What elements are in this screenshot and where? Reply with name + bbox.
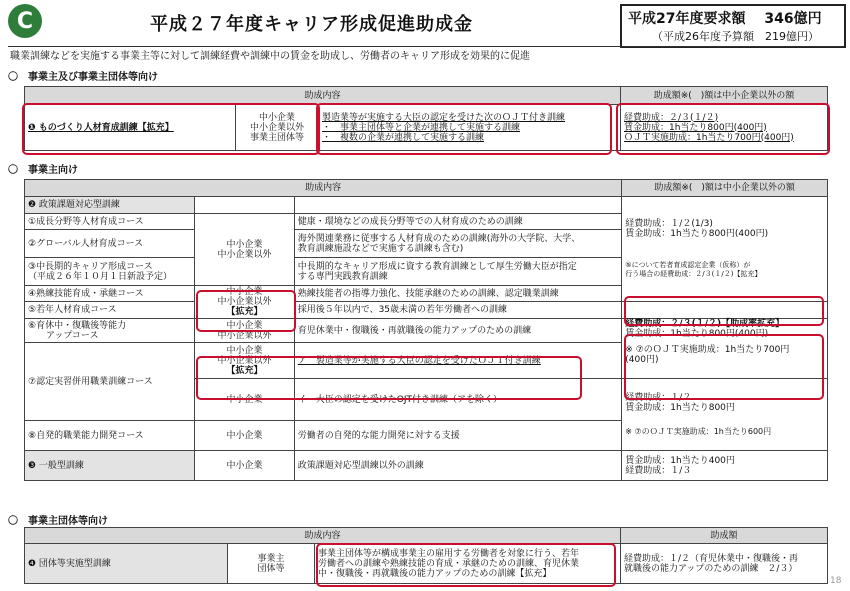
highlight-box (316, 543, 616, 587)
note-line: ⑤について若者育成認定企業（仮称）が (625, 261, 751, 269)
content-line: 中長期的なキャリア形成に資する教育訓練として厚生労働大臣が指定 (297, 261, 577, 272)
content-general: 政策課題対応型訓練以外の訓練 (294, 451, 622, 481)
content-line: 製造業等が実施する大臣の認定を受けた次のＯＪＴ付き訓練 (322, 112, 566, 123)
course-1: ①成長分野等人材育成コース (25, 214, 195, 230)
section1-header-content: 助成内容 (25, 87, 621, 105)
content-line: 労働者への訓練や熟練技能の育成・承継のための訓練、育児休業 (318, 558, 580, 569)
section2-header-content: 助成内容 (25, 180, 622, 197)
target-line: 中小企業 (226, 345, 263, 356)
content-line: 中・復職後・再就職後の能力アップのための訓練【拡充】 (318, 568, 552, 579)
target-line: 中小企業以外 (217, 330, 272, 341)
section1-heading: 〇 事業主及び事業主団体等向け (8, 72, 158, 83)
section3-header-content: 助成内容 (25, 528, 621, 544)
amount-line: 賃金助成：1h当たり800円(400円) (624, 122, 767, 133)
highlight-box (22, 103, 320, 155)
content-line: ・ 事業主団体等と企業が連携して実施する訓練 (322, 122, 521, 133)
content-line: 教育訓練施設などで実施する訓練も含む) (297, 243, 464, 254)
intro-text: 職業訓練などを実施する事業主等に対して訓練経費や訓練中の賃金を助成し、労働者のキャリア形成を効果的に促進 (10, 51, 530, 62)
target-general: 中小企業 (195, 451, 295, 481)
section1-row-name: ❶ ものづくり人材育成訓練【拡充】 (25, 105, 236, 151)
section2-heading: 〇 事業主向け (8, 165, 78, 176)
target-line: 団体等 (257, 563, 285, 574)
general-training: ❸ 一般型訓練 (25, 451, 195, 481)
target-line: 【拡充】 (226, 307, 263, 317)
amount-line: 経費助成：１/２（育児休業中・復職後・再 (624, 553, 799, 564)
highlight-box (624, 296, 824, 326)
amount-line: 賃金助成：1h当たり800円(400円) (625, 229, 769, 239)
target-line: 【拡充】 (226, 365, 263, 376)
course-4: ④熟練技能育成・承継コース (25, 286, 195, 302)
amount-line: 賃金助成：1h当たり800円 (625, 402, 735, 413)
page-number: 18 (830, 576, 842, 586)
course-6: ⑥育休中・復職後等能力 (28, 320, 127, 331)
content-7b: イ 大臣の認定を受けたOJT付き訓練（アを除く） (294, 379, 622, 421)
page-title: 平成２７年度キャリア形成促進助成金 (150, 14, 473, 35)
amount-line: (400円) (625, 355, 659, 365)
amount-line: 就職後の能力アップのための訓練 ２/３） (624, 563, 798, 574)
amount-line: 経費助成：１/２ (625, 392, 692, 403)
target-line: 中小企業以外 (249, 122, 304, 133)
section3-row-name: ❹ 団体等実施型訓練 (25, 544, 228, 584)
course-6-b: アップコース (28, 330, 99, 341)
budget-box (620, 4, 846, 48)
budget-previous: （平成26年度予算額 219億円） (652, 30, 819, 43)
section1-header-amount: 助成額※( )額は中小企業以外の額 (621, 87, 828, 105)
highlight-box (196, 356, 582, 400)
amount-line: ＯＪＴ実施助成：1h当たり700円(400円) (624, 132, 794, 143)
amount-note: ※ ⑦のＯＪＴ実施助成：1h当たり600円 (625, 426, 772, 436)
target-line: 中小企業以外 (217, 249, 272, 260)
content-1: 健康・環境などの成長分野等での人材育成のための訓練 (294, 214, 622, 230)
section-logo: C (8, 4, 42, 38)
amount-line: 賃金助成：1h当たり800円(400円) (625, 329, 769, 339)
divider (8, 46, 842, 47)
target-line: 中小企業以外 (217, 297, 272, 307)
amount-line: 経費助成：２/３(１/２) (624, 112, 719, 123)
content-line: する専門実践教育訓練 (297, 271, 388, 282)
note-line: 行う場合の経費助成：２/３(１/２)【拡充】 (625, 270, 762, 278)
content-5: 採用後５年以内で、35歳未満の若年労働者への訓練 (294, 302, 622, 319)
target-line: 中小企業以外 (217, 355, 272, 366)
amount-line: ※ ⑦のＯＪＴ実施助成：1h当たり700円 (625, 345, 790, 355)
content-6: 育児休業中・復職後・再就職後の能力アップのための訓練 (294, 319, 622, 343)
highlight-box (316, 103, 612, 155)
section2-header-amount: 助成額※( )額は中小企業以外の額 (622, 180, 828, 197)
content-4: 熟練技能者の指導力強化、技能承継のための訓練、認定職業訓練 (294, 286, 622, 302)
course-3: ③中長期的キャリア形成コース (28, 261, 153, 272)
content-line: ・ 複数の企業が連携して実施する訓練 (322, 132, 485, 143)
course-2: ②グローバル人材育成コース (25, 230, 195, 258)
highlight-box (616, 103, 830, 155)
target-7b: 中小企業 (195, 379, 295, 421)
section2-table (24, 179, 828, 481)
target-line: 中小企業 (258, 112, 295, 123)
content-line: 事業主団体等が構成事業主の雇用する労働者を対象に行う、若年 (318, 548, 580, 559)
group-title: ❷ 政策課題対応型訓練 (25, 197, 195, 214)
content-7a: ア 製造業等が実施する大臣の認定を受けたＯＪＴ付き訓練 (294, 343, 622, 379)
budget-request: 平成27年度要求額 346億円 (628, 11, 822, 27)
content-8: 労働者の自発的な能力開発に対する支援 (294, 421, 622, 451)
amount-line: 経費助成：１/３ (625, 465, 692, 476)
course-8: ⑧自発的職業能力開発コース (25, 421, 195, 451)
section3-header-amount: 助成額 (621, 528, 828, 544)
target-8: 中小企業 (195, 421, 295, 451)
course-7: ⑦認定実習併用職業訓練コース (25, 343, 195, 421)
target-line: 事業主団体等 (249, 132, 304, 143)
course-3-note: （平成２６年１０月１日新設予定） (28, 271, 173, 282)
target-line: 中小企業 (226, 239, 263, 250)
highlight-box (196, 290, 296, 332)
amount-line: 経費助成：１/２(1/3) (625, 219, 713, 229)
target-line: 中小企業 (226, 320, 263, 331)
target-line: 事業主 (257, 553, 285, 564)
amount-line: 経費助成：２/３(１/２)【助成率拡充】 (625, 319, 785, 329)
section3-heading: 〇 事業主団体等向け (8, 516, 108, 527)
highlight-box (624, 334, 824, 400)
course-5: ⑤若年人材育成コース (25, 302, 195, 319)
amount-line: 賃金助成：1h当たり400円 (625, 455, 735, 466)
content-line: 海外関連業務に従事する人材育成のための訓練(海外の大学院、大学、 (297, 233, 581, 244)
target-line: 中小企業 (226, 287, 263, 297)
